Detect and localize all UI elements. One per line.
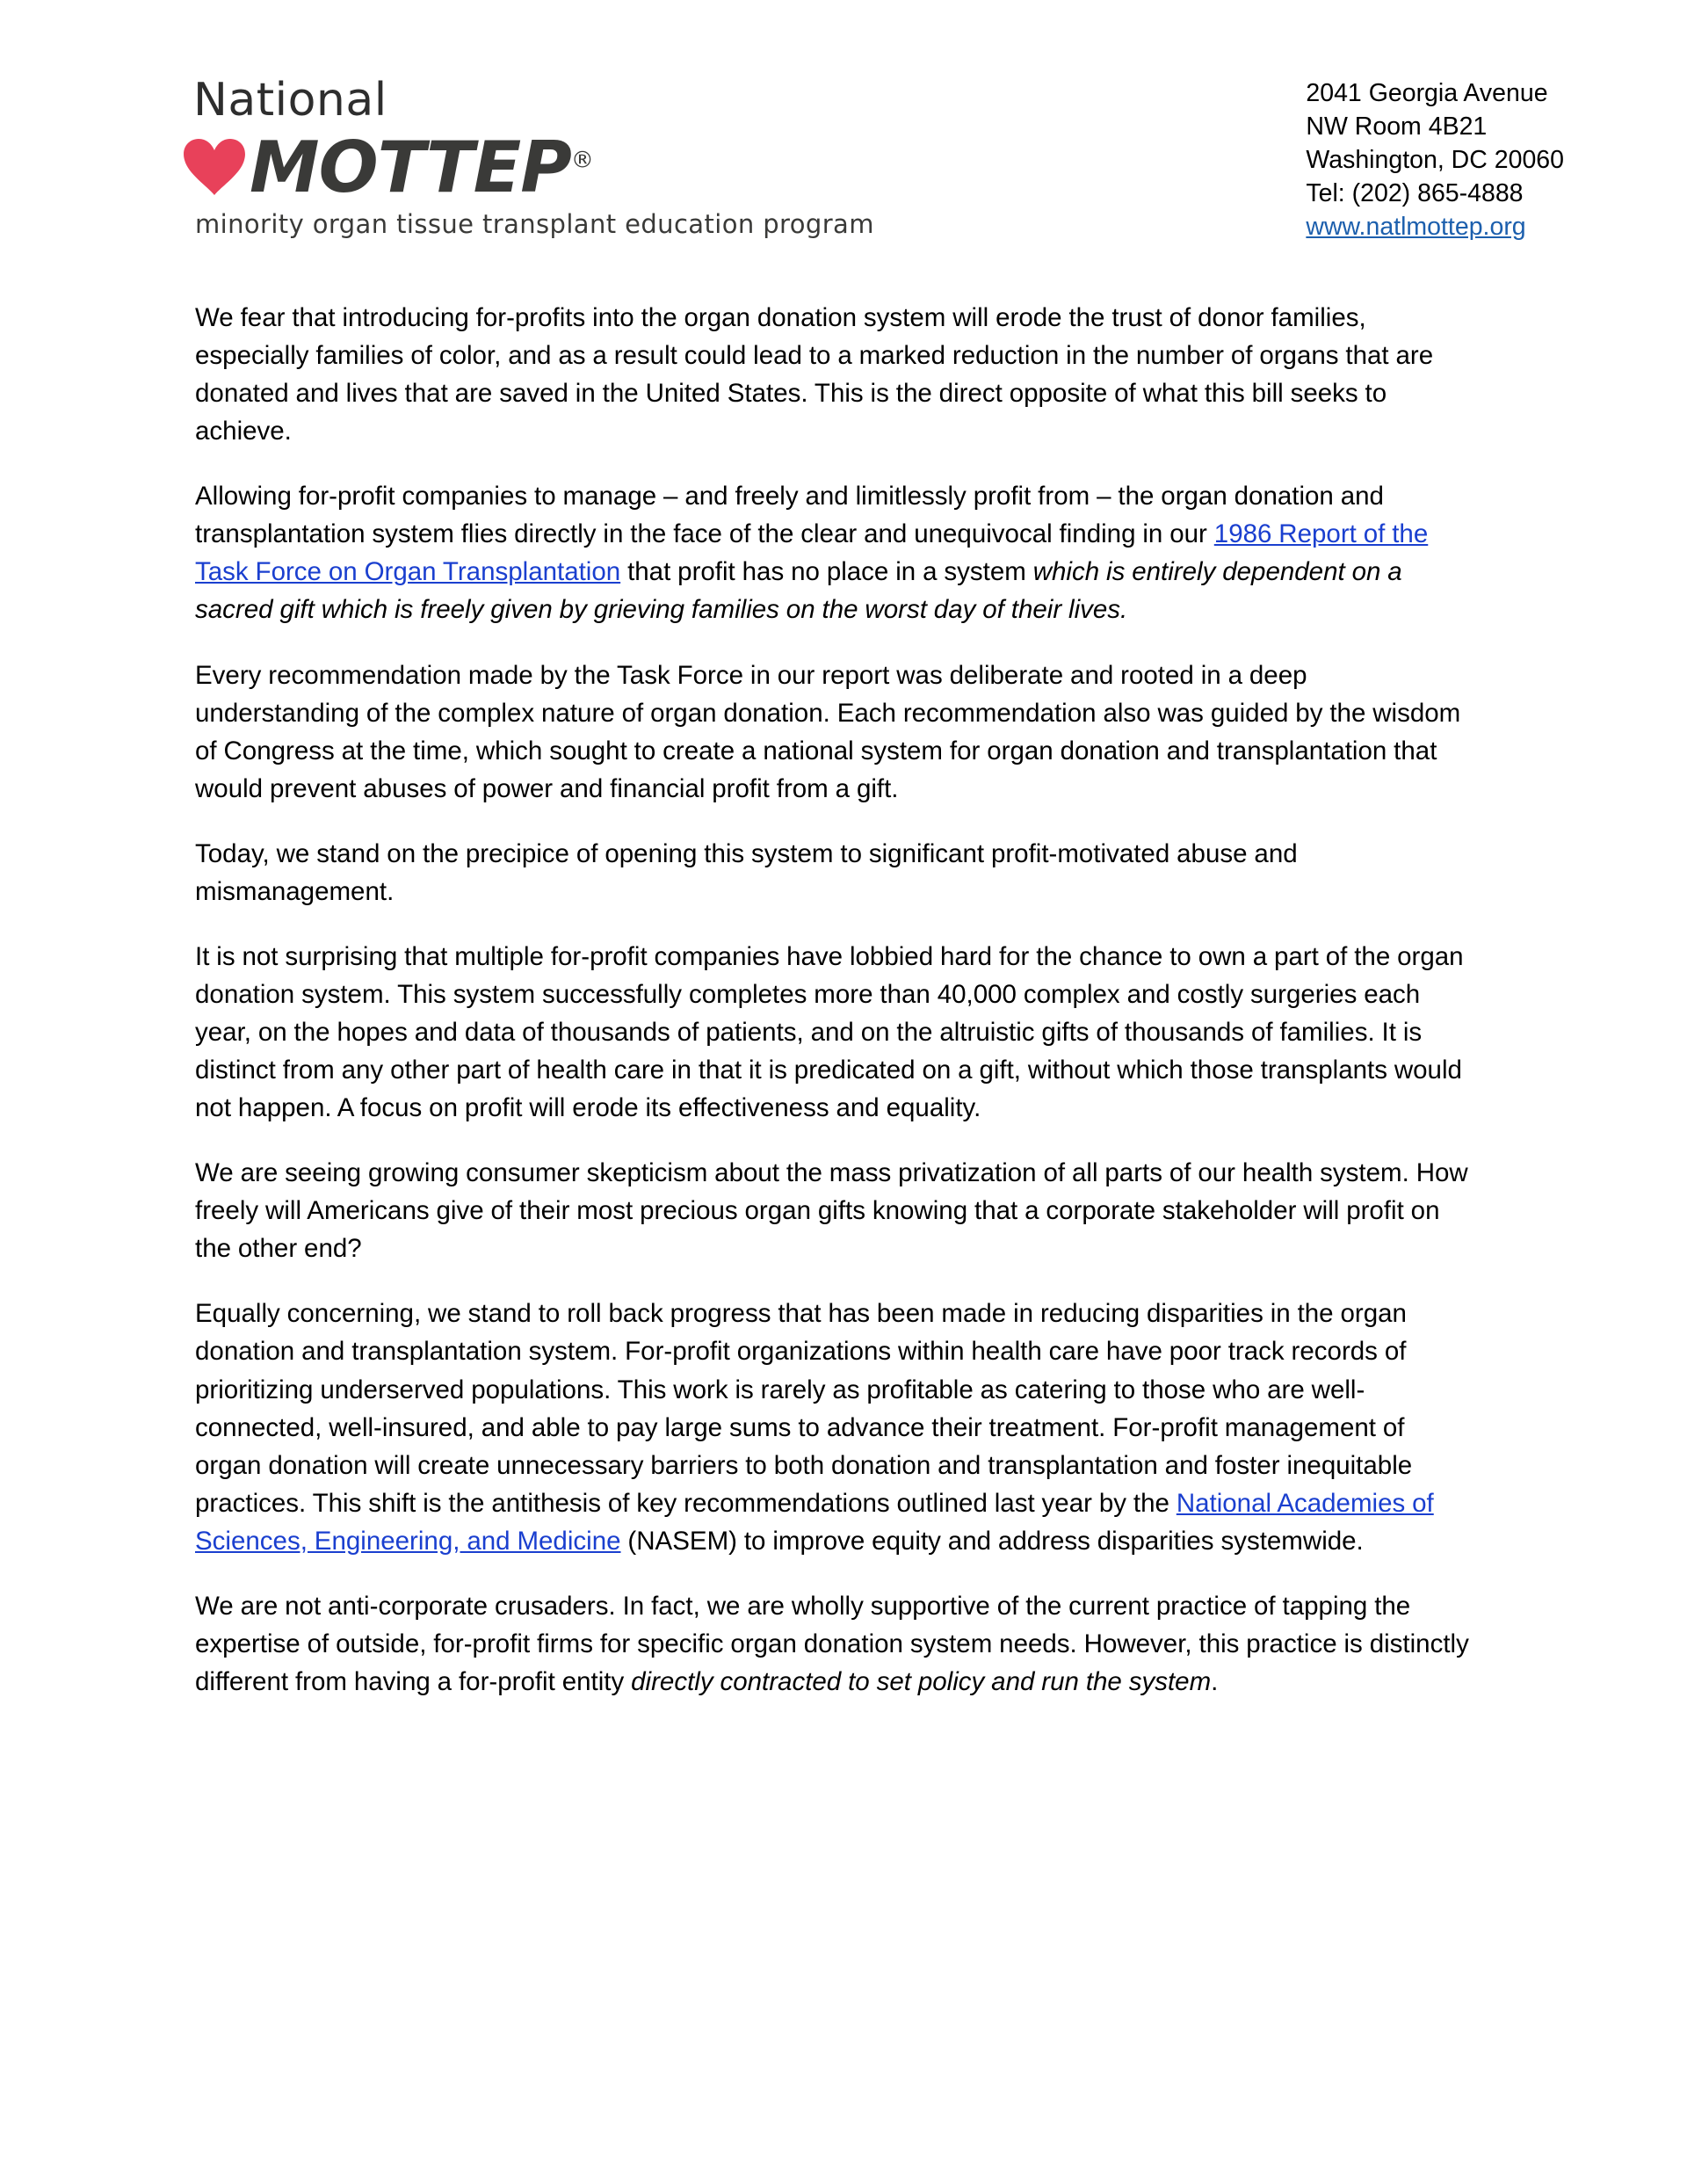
address-phone: Tel: (202) 865-4888 xyxy=(1306,178,1524,207)
paragraph-7-text-after-link: (NASEM) to improve equity and address disparities systemwide. xyxy=(620,1526,1364,1556)
paragraph-7-text-before-link: Equally concerning, we stand to roll back progress that has been made in reducing disparities in the organ donation and transplantation system. For-profit organizations within health care have poor track records of prioritizing underserved populations. This work is rarely as profitable as catering to those who are well-connected, well-insured, and able to pay large sums to advance their treatment. For-profit management of organ donation will create unnecessary barriers to both donation and transplantation and foster inequitable practices. This shift is the antithesis of key recommendations outlined last year by the xyxy=(195,1299,1413,1518)
paragraph-2-italic-quote: which is entirely dependent on a sacred gift which is freely given by grieving families on the worst day of their lives. xyxy=(195,557,1402,625)
paragraph-7 xyxy=(195,1295,1473,1559)
paragraph-2 xyxy=(195,477,1473,628)
paragraph-8 xyxy=(195,1587,1473,1701)
paragraph-6: We are seeing growing consumer skepticism about the mass privatization of all parts of our health system. How freely will Americans give of their most precious organ gifts knowing that a corporate stakeholder will profit on the other end? xyxy=(195,1158,1468,1264)
letterhead-header xyxy=(0,0,1687,264)
paragraph-5: It is not surprising that multiple for-profit companies have lobbied hard for the chance to own a part of the organ donation system. This system successfully completes more than 40,000 complex and costly surgeries each year, on the hopes and data of thousands of patients, and on the altruistic gifts of thousands of families. It is distinct from any other part of health care in that it is predicated on a gift, without which those transplants would not happen. A focus on profit will erode its effectiveness and equality. xyxy=(195,941,1464,1123)
registered-trademark-icon: ® xyxy=(570,147,594,174)
mottep-logo xyxy=(181,74,874,239)
logo-word-mottep: MOTTEP® xyxy=(250,127,594,209)
website-link[interactable]: www.natlmottep.org xyxy=(1306,212,1526,241)
logo-main-row xyxy=(181,125,814,209)
paragraph-2-text-after-link: that profit has no place in a system xyxy=(620,557,1033,587)
logo-tagline: minority organ tissue transplant education program xyxy=(195,209,874,239)
paragraph-3: Every recommendation made by the Task Force in our report was deliberate and rooted in a deep understanding of the complex nature of organ donation. Each recommendation also was guided by the wisdom of Congress at the time, which sought to create a national system for organ donation and transplantation that would prevent abuses of power and financial profit from a gift. xyxy=(195,660,1461,803)
task-force-report-link[interactable]: 1986 Report of the Task Force on Organ Transplantation xyxy=(195,519,1429,587)
nasem-link[interactable]: National Academies of Sciences, Engineering, and Medicine xyxy=(195,1488,1434,1556)
address-city-state-zip: Washington, DC 20060 xyxy=(1306,145,1564,174)
paragraph-4: Today, we stand on the precipice of opening this system to significant profit-motivated abuse and mismanagement. xyxy=(195,838,1298,906)
paragraph-1: We fear that introducing for-profits into the organ donation system will erode the trust of donor families, especially families of color, and as a result could lead to a marked reduction in the number of organs that are donated and lives that are saved in the United States. This is the direct opposite of what this bill seeks to achieve. xyxy=(195,303,1434,446)
logo-word-national: National xyxy=(193,74,387,127)
paragraph-8-text-before-italic: We are not anti-corporate crusaders. In fact, we are wholly supportive of the current practice of tapping the expertise of outside, for-profit firms for specific organ donation system needs. However, this practice is distinctly different from having a for-profit entity xyxy=(195,1591,1469,1696)
address-street: 2041 Georgia Avenue xyxy=(1306,79,1548,107)
address-room: NW Room 4B21 xyxy=(1306,112,1488,141)
heart-icon xyxy=(181,137,248,197)
paragraph-2-text-before-link: Allowing for-profit companies to manage – and freely and limitlessly profit from – the organ donation and transplantation system flies directly in the face of the clear and unequivocal finding in our xyxy=(195,482,1384,549)
letter-body xyxy=(195,299,1473,1701)
paragraph-8-text-after-italic: . xyxy=(1211,1666,1219,1696)
paragraph-8-italic-phrase: directly contracted to set policy and run the system xyxy=(631,1666,1212,1696)
address-block xyxy=(1306,77,1564,243)
